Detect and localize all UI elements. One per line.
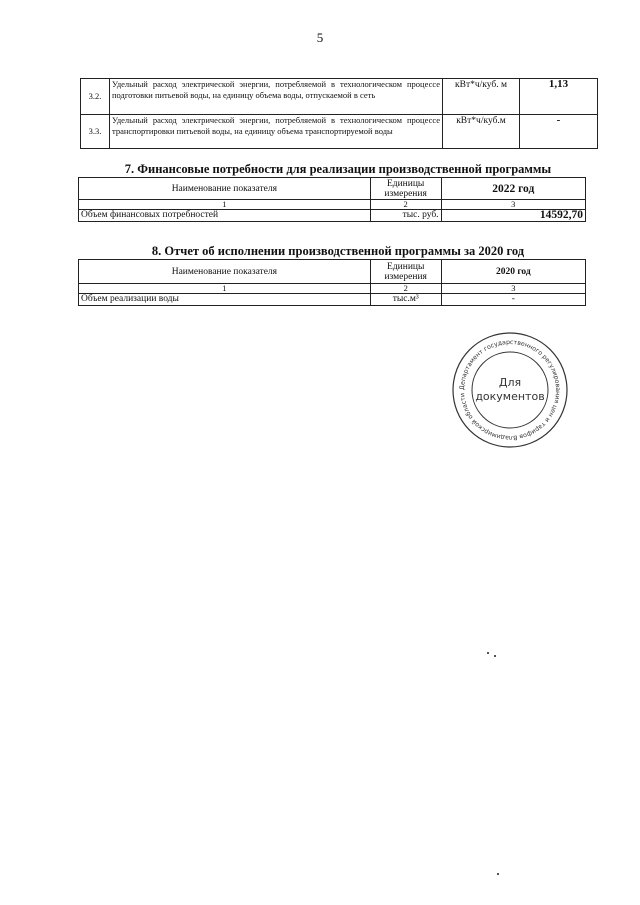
- section8-title: 8. Отчет об исполнении производственной программы за 2020 год: [151, 244, 525, 258]
- table-row: [79, 294, 586, 306]
- stamp-center-text: документов: [475, 390, 545, 403]
- column-header: Наименование показателя: [79, 260, 371, 284]
- column-header: 2020 год: [441, 260, 585, 284]
- scan-speck: [494, 655, 496, 657]
- table-row: [81, 79, 598, 115]
- stamp-center-text: Для: [498, 376, 522, 389]
- scan-speck: [487, 652, 489, 654]
- indicator-unit: тыс.м³: [370, 294, 441, 306]
- stamp-ring-text: Департамент государственного регулирования цен и тарифов Владимирской области: [458, 338, 562, 442]
- indicator-description: Удельный расход электрической энергии, потребляемой в технологическом процессе подготовки питьевой воды, на единицу объема воды, отпускаемой в сеть: [110, 79, 443, 115]
- table-header: [79, 178, 586, 200]
- table-index-row: [79, 284, 586, 294]
- financial-needs-table: [78, 177, 586, 222]
- indicator-unit: тыс. руб.: [370, 210, 441, 222]
- column-header: Наименование показателя: [79, 178, 371, 200]
- section7-title: 7. Финансовые потребности для реализации производственной программы: [124, 162, 552, 176]
- column-index: 2: [370, 200, 441, 210]
- indicator-value: 1,13: [520, 79, 598, 115]
- page-number: 5: [316, 30, 324, 45]
- indicator-value: 14592,70: [441, 210, 585, 222]
- table-header: [79, 260, 586, 284]
- execution-report-table: [78, 259, 586, 306]
- column-index: 2: [370, 284, 441, 294]
- indicator-name: Объем реализации воды: [79, 294, 371, 306]
- indicator-value: -: [520, 115, 598, 149]
- indicator-unit: кВт*ч/куб.м: [443, 115, 520, 149]
- indicator-value: -: [441, 294, 585, 306]
- indicators-table: [80, 78, 598, 149]
- indicator-unit: кВт*ч/куб. м: [443, 79, 520, 115]
- column-index: 1: [79, 284, 371, 294]
- table-index-row: [79, 200, 586, 210]
- column-index: 1: [79, 200, 371, 210]
- row-number: 3.2.: [81, 79, 110, 115]
- column-header: Единицы измерения: [370, 178, 441, 200]
- scan-speck: [497, 873, 499, 875]
- table-row: [81, 115, 598, 149]
- indicator-description: Удельный расход электрической энергии, потребляемой в технологическом процессе транспортировки питьевой воды, на единицу объема транспортируемой воды: [110, 115, 443, 149]
- official-stamp: [450, 330, 570, 450]
- table-row: [79, 210, 586, 222]
- indicator-name: Объем финансовых потребностей: [79, 210, 371, 222]
- column-index: 3: [441, 200, 585, 210]
- column-header: 2022 год: [441, 178, 585, 200]
- column-header: Единицы измерения: [370, 260, 441, 284]
- column-index: 3: [441, 284, 585, 294]
- row-number: 3.3.: [81, 115, 110, 149]
